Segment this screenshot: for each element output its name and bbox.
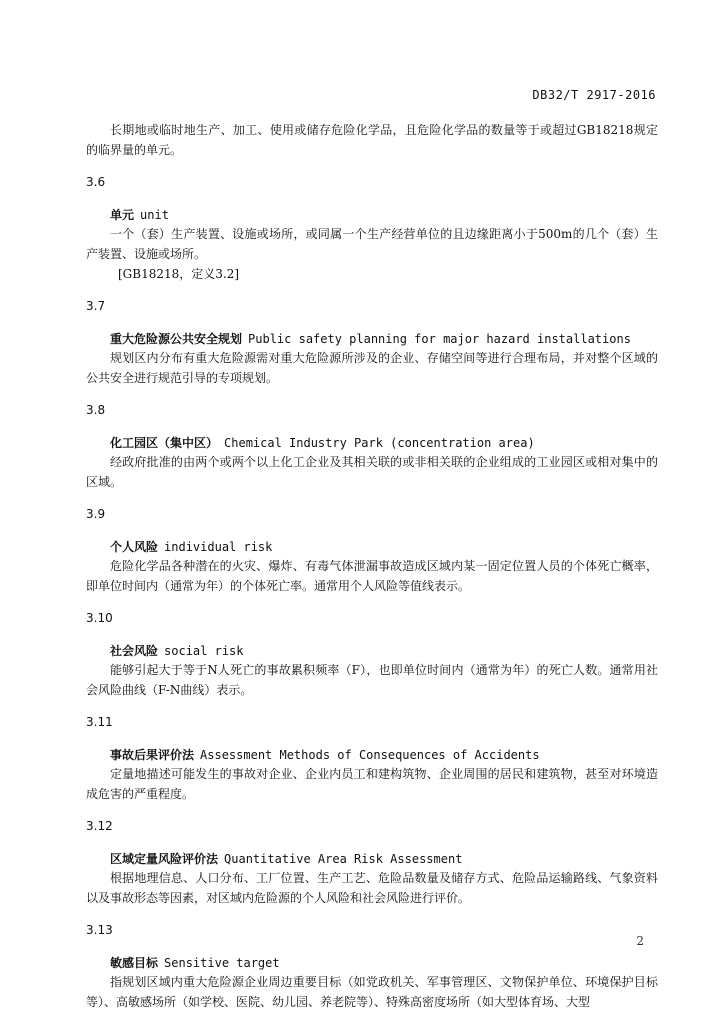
term-sections	[86, 173, 658, 1012]
term-heading	[86, 850, 658, 868]
term-section	[86, 817, 658, 908]
term-definition: 指规划区域内重大危险源企业周边重要目标（如党政机关、军事管理区、文物保护单位、环境保护目标等）、高敏感场所（如学校、医院、幼儿园、养老院等）、特殊高密度场所（如大型体育场、大型	[86, 975, 658, 1009]
term-section	[86, 921, 658, 1012]
term-chinese: 事故后果评价法	[110, 748, 195, 762]
term-heading	[86, 642, 658, 660]
clause-number: 3.12	[86, 819, 113, 833]
term-heading	[86, 746, 658, 764]
term-english: individual risk	[164, 540, 273, 554]
term-section	[86, 713, 658, 804]
term-chinese: 化工园区（集中区）	[110, 436, 219, 450]
clause-number: 3.8	[86, 403, 106, 417]
clause-number: 3.11	[86, 715, 113, 729]
term-definition: 一个（套）生产装置、设施或场所，或同属一个生产经营单位的且边缘距离小于500m的几个（套）生产装置、设施或场所。	[86, 227, 658, 261]
term-english: Public safety planning for major hazard installations	[248, 332, 631, 346]
term-definition: 根据地理信息、人口分布、工厂位置、生产工艺、危险品数量及储存方式、危险品运输路线、气象资料以及事故形态等因素，对区域内危险源的个人风险和社会风险进行评价。	[86, 871, 658, 905]
term-chinese: 单元	[110, 208, 135, 222]
term-definition: 危险化学品各种潜在的火灾、爆炸、有毒气体泄漏事故造成区域内某一固定位置人员的个体死亡概率，即单位时间内（通常为年）的个体死亡率。通常用个人风险等值线表示。	[86, 559, 658, 593]
term-chinese: 敏感目标	[110, 956, 159, 970]
clause-number: 3.10	[86, 611, 113, 625]
clause-number: 3.13	[86, 923, 113, 937]
term-english: Chemical Industry Park (concentration area)	[224, 436, 535, 450]
term-heading	[86, 434, 658, 452]
term-english: social risk	[164, 644, 244, 658]
term-heading	[86, 954, 658, 972]
term-english: Sensitive target	[164, 956, 280, 970]
term-definition: 定量地描述可能发生的事故对企业、企业内员工和建构筑物、企业周围的居民和建筑物，甚至对环境造成危害的严重程度。	[86, 767, 658, 801]
term-section	[86, 505, 658, 596]
page-number: 2	[636, 934, 644, 948]
term-definition: 能够引起大于等于N人死亡的事故累积频率（F），也即单位时间内（通常为年）的死亡人数。通常用社会风险曲线（F-N曲线）表示。	[86, 663, 658, 697]
clause-number: 3.9	[86, 507, 106, 521]
term-english: Quantitative Area Risk Assessment	[224, 852, 463, 866]
term-chinese: 社会风险	[110, 644, 159, 658]
term-heading	[86, 206, 658, 224]
term-heading	[86, 538, 658, 556]
clause-number: 3.6	[86, 175, 106, 189]
term-definition: 规划区内分布有重大危险源需对重大危险源所涉及的企业、存储空间等进行合理布局，并对整个区域的公共安全进行规范引导的专项规划。	[86, 351, 658, 385]
page-content	[86, 120, 658, 1012]
term-source-note: [GB18218，定义3.2]	[118, 267, 240, 281]
term-english: Assessment Methods of Consequences of Accidents	[200, 748, 540, 762]
term-section	[86, 609, 658, 700]
term-chinese: 重大危险源公共安全规划	[110, 332, 243, 346]
term-chinese: 区域定量风险评价法	[110, 852, 219, 866]
term-heading	[86, 330, 658, 348]
term-definition: 经政府批准的由两个或两个以上化工企业及其相关联的或非相关联的企业组成的工业园区或相对集中的区域。	[86, 455, 658, 489]
clause-number: 3.7	[86, 299, 106, 313]
term-section	[86, 173, 658, 284]
intro-paragraph: 长期地或临时地生产、加工、使用或储存危险化学品，且危险化学品的数量等于或超过GB18218规定的临界量的单元。	[86, 123, 658, 157]
term-section	[86, 297, 658, 388]
term-chinese: 个人风险	[110, 540, 159, 554]
term-section	[86, 401, 658, 492]
term-english: unit	[140, 208, 169, 222]
standard-code: DB32/T 2917-2016	[532, 88, 656, 102]
